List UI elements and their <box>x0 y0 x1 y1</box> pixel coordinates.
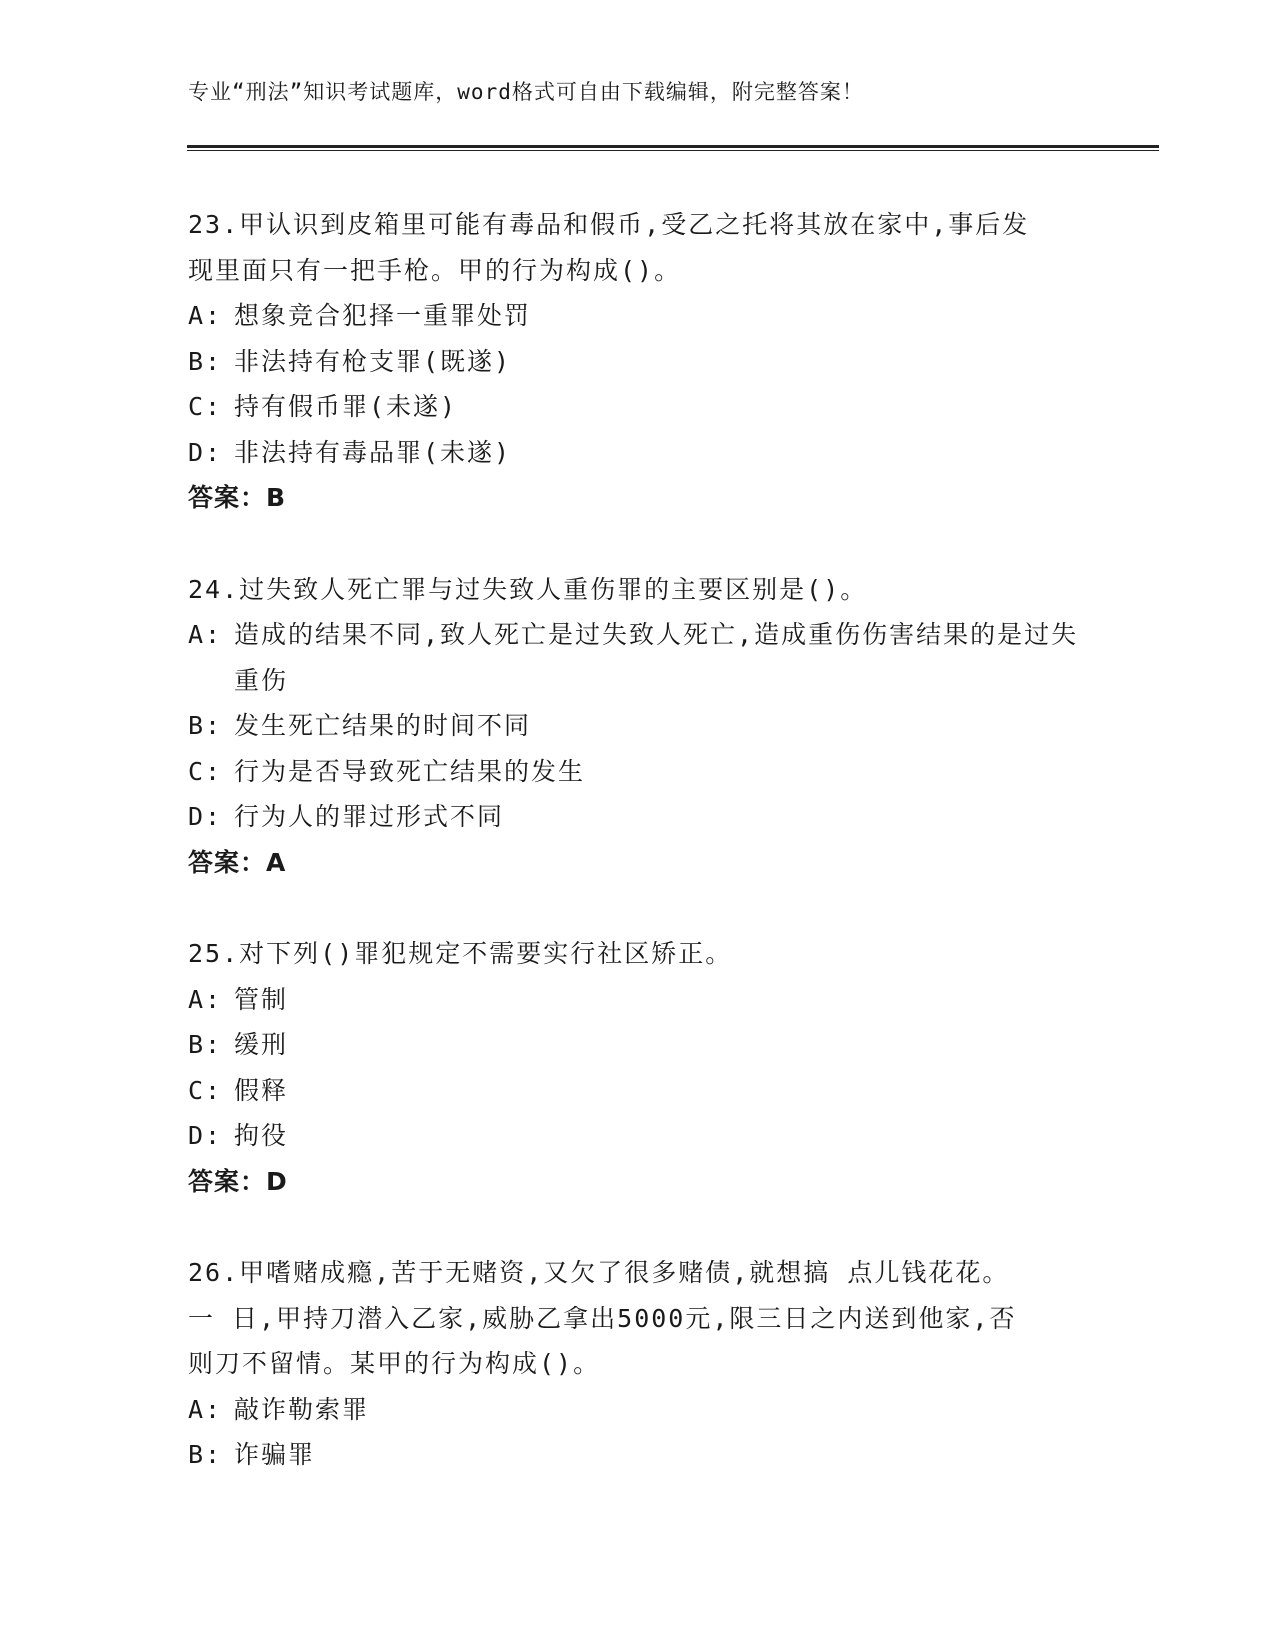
option-text: 行为是否导致死亡结果的发生 <box>234 756 586 786</box>
option-text: 持有假币罪(未遂) <box>234 392 458 421</box>
answer-label: 答案：D <box>188 1166 288 1196</box>
option-text: 想象竞合犯择一重罪处罚 <box>234 301 532 330</box>
option-key: A: <box>188 984 223 1014</box>
stem-line: 则刀不留情。某甲的行为构成()。 <box>188 1349 601 1378</box>
stem-line: 一 日,甲持刀潜入乙家,威胁乙拿出5000元,限三日之内送到他家,否 <box>188 1303 1017 1333</box>
question-list <box>188 202 1088 1524</box>
option-key: D: <box>188 1121 223 1150</box>
option-b <box>188 1022 1088 1068</box>
option-key: A: <box>188 1394 223 1424</box>
option-c <box>188 384 1088 430</box>
question-stem <box>188 567 1088 613</box>
option-text: 敲诈勒索罪 <box>234 1394 370 1424</box>
option-key: B: <box>188 1030 223 1059</box>
stem-line: 26.甲嗜赌成瘾,苦于无赌资,又欠了很多赌债,就想搞 点儿钱花花。 <box>188 1258 1010 1287</box>
question-stem <box>188 931 1088 977</box>
option-key: C: <box>188 1075 223 1105</box>
option-text: 缓刑 <box>234 1030 289 1059</box>
option-b <box>188 339 1088 385</box>
option-text: 管制 <box>234 984 289 1014</box>
option-a <box>188 1387 1088 1433</box>
option-key: D: <box>188 437 223 467</box>
option-text: 诈骗罪 <box>234 1440 316 1469</box>
answer-label: 答案：A <box>188 847 287 877</box>
option-d <box>188 794 1088 840</box>
option-a <box>188 977 1088 1023</box>
option-a <box>188 293 1088 339</box>
answer-label: 答案：B <box>188 483 287 512</box>
option-text: 非法持有毒品罪(未遂) <box>234 437 512 467</box>
option-text: 假释 <box>234 1075 289 1105</box>
question-24 <box>188 567 1088 886</box>
option-a <box>188 612 1088 703</box>
question-stem <box>188 1250 1088 1387</box>
option-key: A: <box>188 620 223 649</box>
option-c <box>188 1068 1088 1114</box>
option-text: 拘役 <box>234 1121 289 1150</box>
header-divider <box>187 145 1159 151</box>
stem-line: 现里面只有一把手枪。甲的行为构成()。 <box>188 255 682 285</box>
question-stem <box>188 202 1088 293</box>
option-b <box>188 703 1088 749</box>
option-text: 非法持有枪支罪(既遂) <box>234 346 512 376</box>
option-d <box>188 430 1088 476</box>
option-key: A: <box>188 301 223 330</box>
option-key: B: <box>188 711 223 740</box>
stem-line: 23.甲认识到皮箱里可能有毒品和假币,受乙之托将其放在家中,事后发 <box>188 210 1030 239</box>
stem-line: 24.过失致人死亡罪与过失致人重伤罪的主要区别是()。 <box>188 574 868 604</box>
option-text: 发生死亡结果的时间不同 <box>234 711 532 740</box>
question-25 <box>188 931 1088 1204</box>
option-text: 造成的结果不同,致人死亡是过失致人死亡,造成重伤伤害结果的是过失重伤 <box>234 620 1079 695</box>
option-text: 行为人的罪过形式不同 <box>234 802 505 831</box>
option-c <box>188 749 1088 795</box>
stem-line: 25.对下列()罪犯规定不需要实行社区矫正。 <box>188 939 733 968</box>
option-key: B: <box>188 346 223 376</box>
option-key: C: <box>188 756 223 786</box>
page-header: 专业“刑法”知识考试题库，word格式可自由下载编辑，附完整答案！ <box>188 80 864 104</box>
option-key: D: <box>188 802 223 831</box>
option-b <box>188 1432 1088 1478</box>
option-key: C: <box>188 392 223 421</box>
option-key: B: <box>188 1440 223 1469</box>
option-d <box>188 1113 1088 1159</box>
question-26 <box>188 1250 1088 1478</box>
question-23 <box>188 202 1088 521</box>
